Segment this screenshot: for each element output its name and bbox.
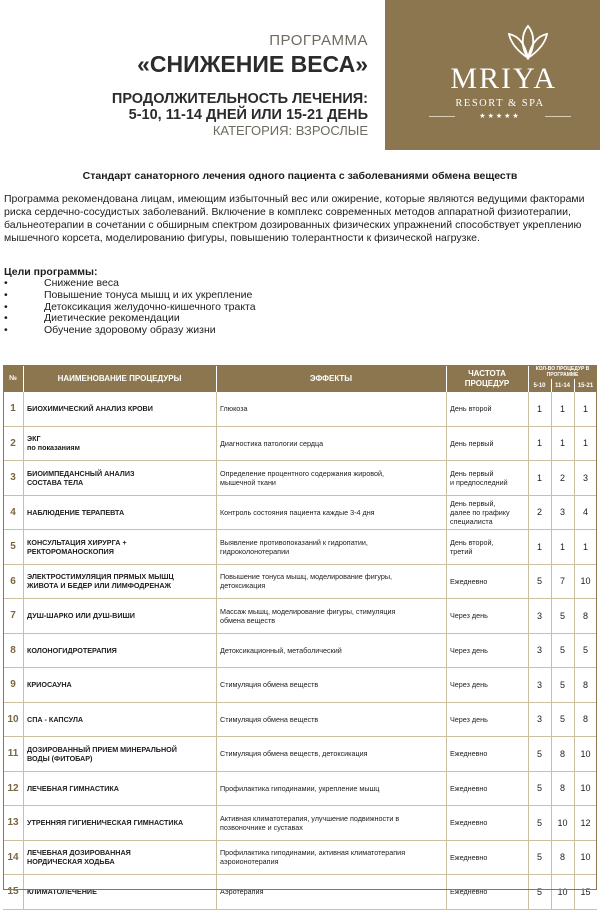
procedure-frequency: Через день bbox=[446, 703, 529, 737]
procedure-frequency: Ежедневно bbox=[446, 806, 529, 840]
header-count-11-14: 11-14 bbox=[551, 379, 575, 392]
procedure-effects: Контроль состояния пациента каждые 3-4 дня bbox=[216, 496, 447, 530]
count-11-14: 3 bbox=[551, 496, 575, 530]
row-number: 6 bbox=[3, 565, 24, 599]
count-15-21: 1 bbox=[582, 403, 588, 414]
procedure-effects: Активная климатотерапия, улучшение подвижности в позвоночнике и суставах bbox=[216, 806, 447, 840]
procedure-effects: Стимуляция обмена веществ bbox=[216, 668, 447, 702]
header-frequency: ЧАСТОТА ПРОЦЕДУР bbox=[446, 365, 529, 392]
procedure-name: КРИОСАУНА bbox=[23, 668, 217, 702]
program-header bbox=[8, 32, 368, 138]
count-15-21: 8 bbox=[582, 714, 588, 725]
header-name: НАИМЕНОВАНИЕ ПРОЦЕДУРЫ bbox=[23, 365, 217, 392]
procedure-name: СПА - КАПСУЛА bbox=[23, 703, 217, 737]
brand-name: MRIYA bbox=[450, 62, 557, 95]
procedure-effects: Определение процентного содержания жировой, мышечной ткани bbox=[216, 461, 447, 495]
row-number: 4 bbox=[3, 496, 24, 530]
count-5-10: 1 bbox=[528, 461, 552, 495]
count-5-10: 3 bbox=[528, 634, 552, 668]
goals-list bbox=[4, 278, 256, 337]
count-5-10: 3 bbox=[528, 703, 552, 737]
count-11-14: 1 bbox=[551, 427, 575, 461]
procedures-table bbox=[3, 365, 597, 910]
count-5-10: 1 bbox=[528, 530, 552, 564]
rating-stars: ★★★★★ bbox=[479, 113, 521, 120]
procedure-frequency: Ежедневно bbox=[446, 737, 529, 771]
row-number: 1 bbox=[3, 392, 24, 426]
header-effects: ЭФФЕКТЫ bbox=[216, 365, 447, 392]
procedure-frequency: Через день bbox=[446, 668, 529, 702]
procedure-effects: Глюкоза bbox=[216, 392, 447, 426]
row-number: 14 bbox=[3, 841, 24, 875]
count-11-14: 10 bbox=[551, 875, 575, 909]
procedure-effects: Аэротерапия bbox=[216, 875, 447, 909]
table-row bbox=[3, 496, 597, 531]
procedure-name: НАБЛЮДЕНИЕ ТЕРАПЕВТА bbox=[23, 496, 217, 530]
procedure-effects: Стимуляция обмена веществ, детоксикация bbox=[216, 737, 447, 771]
table-row bbox=[3, 806, 597, 841]
count-15-21: 12 bbox=[580, 817, 591, 828]
count-5-10: 5 bbox=[528, 806, 552, 840]
count-5-10: 5 bbox=[528, 841, 552, 875]
count-15-21: 10 bbox=[580, 852, 591, 863]
count-5-10: 1 bbox=[528, 392, 552, 426]
procedure-frequency: Через день bbox=[446, 634, 529, 668]
table-row bbox=[3, 461, 597, 496]
row-number: 11 bbox=[3, 737, 24, 771]
count-15-21: 3 bbox=[582, 472, 588, 483]
count-15-21: 8 bbox=[582, 610, 588, 621]
count-11-14: 5 bbox=[551, 668, 575, 702]
procedure-name: ДУШ-ШАРКО ИЛИ ДУШ-ВИШИ bbox=[23, 599, 217, 633]
procedure-name: КЛИМАТОЛЕЧЕНИЕ bbox=[23, 875, 217, 909]
count-11-14: 8 bbox=[551, 737, 575, 771]
procedure-frequency: Ежедневно bbox=[446, 772, 529, 806]
procedure-frequency: Ежедневно bbox=[446, 875, 529, 909]
row-number: 5 bbox=[3, 530, 24, 564]
procedure-effects: Стимуляция обмена веществ bbox=[216, 703, 447, 737]
count-5-10: 3 bbox=[528, 668, 552, 702]
program-label: ПРОГРАММА bbox=[269, 32, 368, 49]
count-5-10: 3 bbox=[528, 599, 552, 633]
row-number: 7 bbox=[3, 599, 24, 633]
count-15-21: 10 bbox=[580, 576, 591, 587]
count-11-14: 7 bbox=[551, 565, 575, 599]
procedure-effects: Выявление противопоказаний к гидропатии, гидроколонотерапии bbox=[216, 530, 447, 564]
row-number: 3 bbox=[3, 461, 24, 495]
count-15-21: 10 bbox=[580, 783, 591, 794]
count-11-14: 8 bbox=[551, 841, 575, 875]
count-11-14: 8 bbox=[551, 772, 575, 806]
count-11-14: 5 bbox=[551, 634, 575, 668]
count-5-10: 5 bbox=[528, 737, 552, 771]
procedure-frequency: Ежедневно bbox=[446, 565, 529, 599]
procedure-name: ЛЕЧЕБНАЯ ДОЗИРОВАННАЯ НОРДИЧЕСКАЯ ХОДЬБА bbox=[23, 841, 217, 875]
procedure-name: БИОХИМИЧЕСКИЙ АНАЛИЗ КРОВИ bbox=[23, 392, 217, 426]
procedure-name: УТРЕННЯЯ ГИГИЕНИЧЕСКАЯ ГИМНАСТИКА bbox=[23, 806, 217, 840]
count-11-14: 5 bbox=[551, 599, 575, 633]
procedure-frequency: День первый bbox=[446, 427, 529, 461]
count-11-14: 1 bbox=[551, 530, 575, 564]
count-11-14: 10 bbox=[551, 806, 575, 840]
table-row bbox=[3, 599, 597, 634]
brand-subtitle: RESORT & SPA bbox=[455, 98, 545, 109]
standard-title: Стандарт санаторного лечения одного пациента с заболеваниями обмена веществ bbox=[82, 170, 518, 182]
row-number: 8 bbox=[3, 634, 24, 668]
procedure-frequency: Ежедневно bbox=[446, 841, 529, 875]
header-count: КОЛ-ВО ПРОЦЕДУР В ПРОГРАММЕ bbox=[528, 365, 597, 394]
procedure-frequency: Через день bbox=[446, 599, 529, 633]
table-row bbox=[3, 427, 597, 462]
procedure-effects: Профилактика гиподинамии, активная климатотерапия аэроионотерапия bbox=[216, 841, 447, 875]
header-count-5-10: 5-10 bbox=[528, 379, 552, 392]
count-15-21: 1 bbox=[582, 438, 588, 449]
table-row bbox=[3, 634, 597, 669]
procedure-name: ЭКГ по показаниям bbox=[23, 427, 217, 461]
count-15-21: 4 bbox=[582, 507, 588, 518]
count-15-21: 10 bbox=[580, 748, 591, 759]
row-number: 10 bbox=[3, 703, 24, 737]
table-row bbox=[3, 392, 597, 427]
program-title: «СНИЖЕНИЕ ВЕСА» bbox=[137, 51, 368, 77]
duration-line-1: ПРОДОЛЖИТЕЛЬНОСТЬ ЛЕЧЕНИЯ: bbox=[111, 91, 368, 107]
table-row bbox=[3, 703, 597, 738]
procedure-effects: Диагностика патологии сердца bbox=[216, 427, 447, 461]
table-header bbox=[3, 365, 597, 392]
table-body bbox=[3, 392, 597, 910]
count-15-21: 15 bbox=[580, 886, 591, 897]
count-5-10: 5 bbox=[528, 565, 552, 599]
count-11-14: 1 bbox=[551, 392, 575, 426]
table-row bbox=[3, 668, 597, 703]
count-5-10: 5 bbox=[528, 875, 552, 909]
goal-item: • Обучение здоровому образу жизни bbox=[4, 325, 256, 337]
procedure-name: ЛЕЧЕБНАЯ ГИМНАСТИКА bbox=[23, 772, 217, 806]
procedure-name: БИОИМПЕДАНСНЫЙ АНАЛИЗ СОСТАВА ТЕЛА bbox=[23, 461, 217, 495]
table-row bbox=[3, 737, 597, 772]
procedure-name: ДОЗИРОВАННЫЙ ПРИЕМ МИНЕРАЛЬНОЙ ВОДЫ (ФИТОБАР) bbox=[23, 737, 217, 771]
duration-line-2: 5-10, 11-14 ДНЕЙ ИЛИ 15-21 ДЕНЬ bbox=[128, 107, 368, 123]
procedure-name: КОЛОНОГИДРОТЕРАПИЯ bbox=[23, 634, 217, 668]
procedure-frequency: День второй bbox=[446, 392, 529, 426]
category-label: КАТЕГОРИЯ: ВЗРОСЛЫЕ bbox=[212, 123, 368, 138]
row-number: 9 bbox=[3, 668, 24, 702]
count-5-10: 5 bbox=[528, 772, 552, 806]
brand-logo bbox=[385, 0, 600, 150]
procedure-name: ЭЛЕКТРОСТИМУЛЯЦИЯ ПРЯМЫХ МЫШЦ ЖИВОТА И БЕДЕР ИЛИ ЛИМФОДРЕНАЖ bbox=[23, 565, 217, 599]
count-15-21: 8 bbox=[582, 679, 588, 690]
procedure-frequency: День второй, третий bbox=[446, 530, 529, 564]
count-11-14: 2 bbox=[551, 461, 575, 495]
procedure-frequency: День первый, далее по графику специалиста bbox=[446, 496, 529, 530]
row-number: 13 bbox=[3, 806, 24, 840]
count-15-21: 5 bbox=[582, 645, 588, 656]
goals-heading: Цели программы: bbox=[4, 266, 98, 278]
intro-paragraph: Программа рекомендована лицам, имеющим избыточный вес или ожирение, которые являются ведущими факторами риска сердечно-сосудистых заболеваний. Включение в комплекс современных методов аппаратной физиотерапии, бальнеотерапии в сочетании с обширным спектром дозированных физических упражнений способствует укреплению мышечного корсета, моделированию фигуры, повышению толерантности к физической нагрузке. bbox=[4, 193, 585, 244]
count-15-21: 1 bbox=[582, 541, 588, 552]
table-row bbox=[3, 565, 597, 600]
goal-item: • Повышение тонуса мышц и их укрепление bbox=[4, 290, 256, 302]
goal-item: • Снижение веса bbox=[4, 278, 256, 290]
goal-item: • Детоксикация желудочно-кишечного тракта bbox=[4, 302, 256, 314]
procedure-effects: Профилактика гиподинамии, укрепление мышц bbox=[216, 772, 447, 806]
procedure-effects: Массаж мышц, моделирование фигуры, стимуляция обмена веществ bbox=[216, 599, 447, 633]
table-row bbox=[3, 875, 597, 910]
row-number: 2 bbox=[3, 427, 24, 461]
count-5-10: 2 bbox=[528, 496, 552, 530]
header-count-15-21: 15-21 bbox=[577, 382, 594, 389]
procedure-name: КОНСУЛЬТАЦИЯ ХИРУРГА + РЕКТОРОМАНОСКОПИЯ bbox=[23, 530, 217, 564]
table-row bbox=[3, 841, 597, 876]
header-num: № bbox=[3, 365, 24, 392]
procedure-effects: Повышение тонуса мышц, моделирование фигуры, детоксикация bbox=[216, 565, 447, 599]
procedure-frequency: День первый и предпоследний bbox=[446, 461, 529, 495]
count-11-14: 5 bbox=[551, 703, 575, 737]
lotus-icon bbox=[505, 24, 551, 64]
row-number: 15 bbox=[3, 875, 24, 909]
goal-item: • Диетические рекомендации bbox=[4, 313, 256, 325]
row-number: 12 bbox=[3, 772, 24, 806]
count-5-10: 1 bbox=[528, 427, 552, 461]
table-row bbox=[3, 530, 597, 565]
table-row bbox=[3, 772, 597, 807]
procedure-effects: Детоксикационный, метаболический bbox=[216, 634, 447, 668]
